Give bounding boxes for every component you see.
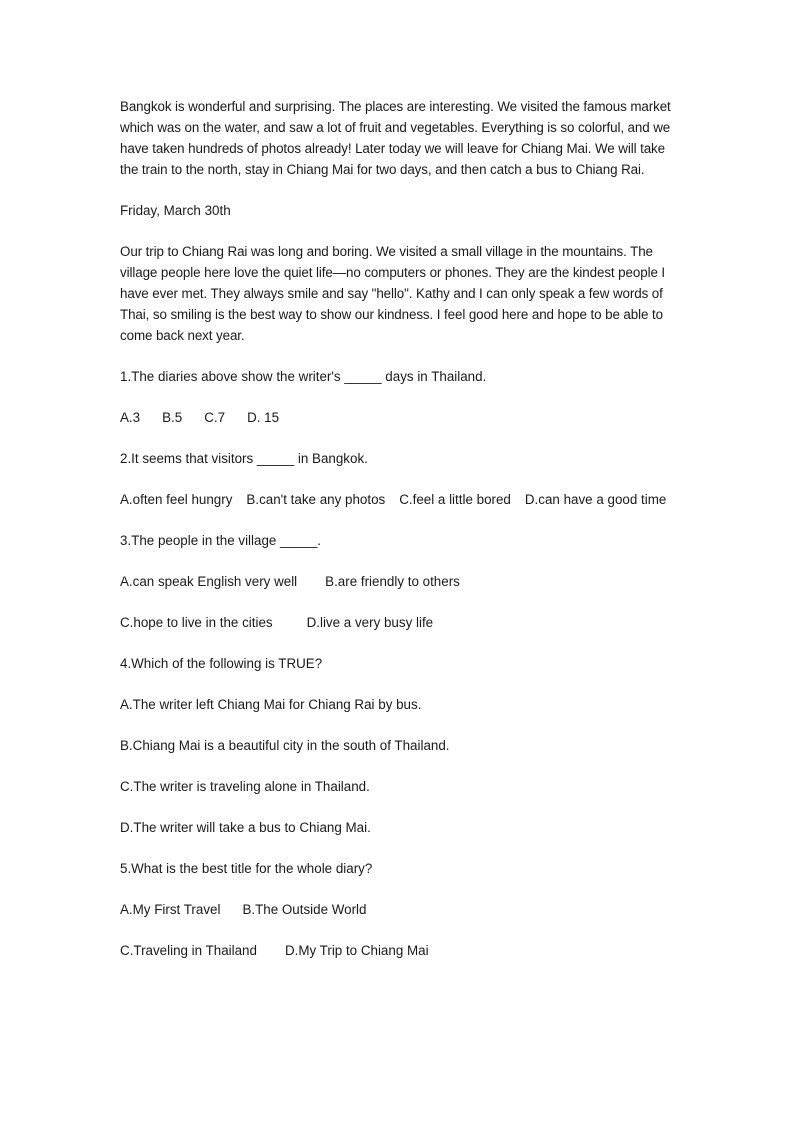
question-3-stem: 3.The people in the village _____. (120, 533, 322, 548)
question-5-stem: 5.What is the best title for the whole diary? (120, 861, 373, 876)
question-3-options-row-2 (120, 612, 680, 633)
question-3-option-a: A.can speak English very well (120, 574, 298, 589)
question-1-option-d: D. 15 (247, 410, 280, 425)
question-2-option-a: A.often feel hungry (120, 492, 233, 507)
question-5-options-row-1 (120, 899, 680, 920)
question-3-option-c: C.hope to live in the cities (120, 615, 273, 630)
question-5-option-a: A.My First Travel (120, 902, 221, 917)
question-5-option-d: D.My Trip to Chiang Mai (284, 943, 429, 958)
question-4-option-a: A.The writer left Chiang Mai for Chiang Rai by bus. (120, 697, 422, 712)
passage-paragraph-2: Our trip to Chiang Rai was long and boring. We visited a small village in the mountains. The village people here love the quiet life—no computers or phones. They are the kindest people I have ever met. They always smile and say "hello". Kathy and I can only speak a few words of Thai, so smiling is the best way to show our kindness. I feel good here and hope to be able to come back next year. (120, 244, 666, 343)
question-1-stem: 1.The diaries above show the writer's _____ days in Thailand. (120, 369, 487, 384)
document-page (120, 96, 680, 981)
question-1-options (120, 407, 680, 428)
question-1-option-b: B.5 (162, 410, 183, 425)
question-1-option-c: C.7 (204, 410, 226, 425)
question-4-option-b: B.Chiang Mai is a beautiful city in the south of Thailand. (120, 738, 450, 753)
question-5-options-row-2 (120, 940, 680, 961)
question-2-option-b: B.can't take any photos (246, 492, 386, 507)
question-2-option-d: D.can have a good time (524, 492, 667, 507)
question-2-options (120, 489, 680, 510)
question-3-options-row-1 (120, 571, 680, 592)
question-4-option-d: D.The writer will take a bus to Chiang Mai. (120, 820, 371, 835)
question-4-option-c: C.The writer is traveling alone in Thailand. (120, 779, 370, 794)
question-1-option-a: A.3 (120, 410, 141, 425)
question-2-option-c: C.feel a little bored (399, 492, 511, 507)
diary-date-heading: Friday, March 30th (120, 203, 231, 218)
question-4-stem: 4.Which of the following is TRUE? (120, 656, 323, 671)
question-5-option-c: C.Traveling in Thailand (120, 943, 257, 958)
passage-paragraph-1: Bangkok is wonderful and surprising. The places are interesting. We visited the famous market which was on the water, and saw a lot of fruit and vegetables. Everything is so colorful, and we have taken hundreds of photos already! Later today we will leave for Chiang Mai. We will take the train to the north, stay in Chiang Mai for two days, and then catch a bus to Chiang Rai. (120, 99, 671, 177)
question-2-stem: 2.It seems that visitors _____ in Bangkok. (120, 451, 368, 466)
question-3-option-d: D.live a very busy life (306, 615, 434, 630)
question-3-option-b: B.are friendly to others (325, 574, 460, 589)
question-5-option-b: B.The Outside World (242, 902, 367, 917)
